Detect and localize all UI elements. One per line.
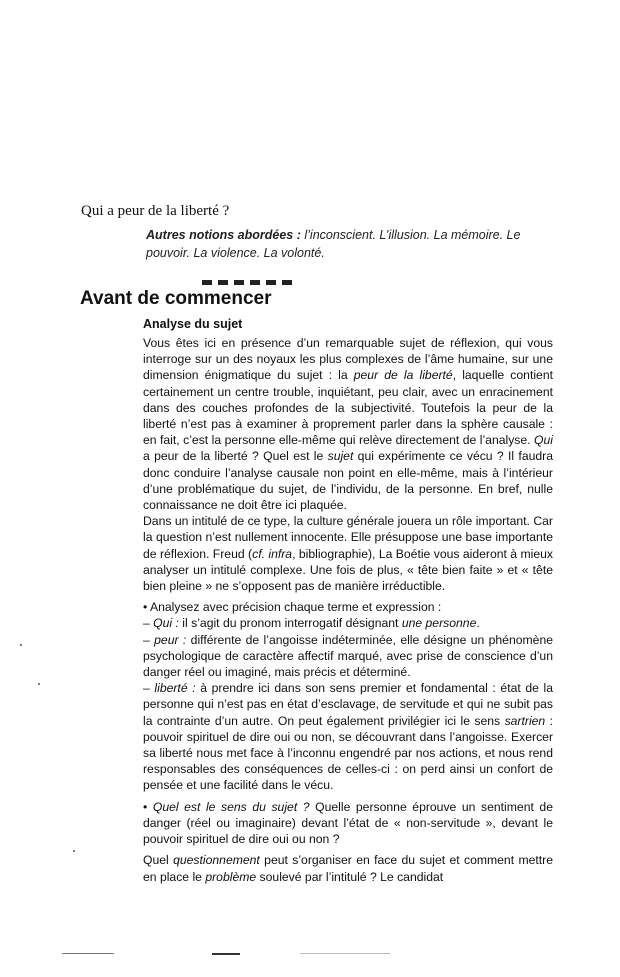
ornament-block — [202, 280, 212, 285]
ornament-block — [266, 280, 276, 285]
subject-title: Qui a peur de la liberté ? — [81, 203, 230, 219]
paragraph-terms-intro: • Analysez avec précision chaque terme et expression : — [143, 600, 442, 615]
term-peur: – peur : différente de l’angoisse indéterminée, elle désigne un phénomène psychologique de caractère affectif marqué, avec prise de conscience d’un danger réel ou imaginé, mais précis et déterminé. — [143, 632, 554, 680]
section-title: Avant de commencer — [80, 288, 272, 309]
notions-label: Autres notions abordées : — [146, 228, 301, 242]
scan-speck — [73, 850, 75, 852]
footer-rule — [62, 953, 114, 954]
ornament-block — [282, 280, 292, 285]
ornament-block — [234, 280, 244, 285]
term-liberte: – liberté : à prendre ici dans son sens premier et fondamental : état de la personne qui n’est pas en état d’esclavage, de servitude et qui ne subit pas la contrainte d’un autre. On peut également privilégier ici le sens sartrien : pouvoir spirituel de dire oui ou non, se découvrant dans l’angoisse. Exercer sa liberté nous met face à l’inconnu engendré par nos actions, et nous rend responsables des conséquences de celles-ci : on perd ainsi un confort de pensée et une facilité dans le vécu. — [143, 681, 554, 793]
analysis-column — [143, 316, 553, 885]
footer-rule — [300, 953, 390, 954]
paragraph-culture: Dans un intitulé de ce type, la culture générale jouera un rôle important. Car la question n’est nullement innocente. Elle présuppose une base importante de réflexion. Freud (cf. infra, bibliographie), La Boétie vous aideront à mieux analyser un intitulé complexe. Une fois de plus, « tête bien faite » et « tête bien pleine » ne s’opposent pas de manière irréductible. — [143, 514, 553, 594]
analysis-heading: Analyse du sujet — [143, 317, 243, 331]
ornament-block — [250, 280, 260, 285]
ornament-block — [218, 280, 228, 285]
scan-speck — [38, 683, 40, 685]
term-qui: – Qui : il s’agit du pronom interrogatif désignant une personne. — [143, 616, 480, 631]
notions-text: l’inconscient. L’illusion. La mémoire. Le pouvoir. La violence. La volonté. — [146, 228, 521, 260]
ornament-divider — [202, 280, 292, 285]
related-notions — [146, 226, 558, 262]
scan-speck — [20, 644, 22, 646]
footer-rule — [212, 953, 240, 955]
paragraph-sens: • Quel est le sens du sujet ? Quelle personne éprouve un sentiment de danger (réel ou imaginaire) devant l’état de « non-servitude », devant le pouvoir spirituel de dire oui ou non ? — [143, 799, 553, 847]
paragraph-intro: Vous êtes ici en présence d’un remarquable sujet de réflexion, qui vous interroge sur un des noyaux les plus complexes de l’âme humaine, sur une dimension énigmatique du sujet : la peur de la liberté, laquelle contient certainement un centre trouble, inquiétant, peu clair, avec un enracinement dans des couches profondes de la subjectivité. Toutefois la peur de la liberté n’est pas à examiner à proprement parler dans la sphère causale : en fait, c’est la personne elle-même qui relève directement de l’analyse. Qui a peur de la liberté ? Quel est le sujet qui expérimente ce vécu ? Il faudra donc conduire l’analyse causale non point en elle-même, mais à l’intérieur d’une problématique du sujet, de l’individu, de la personne. En bref, nulle connaissance ne doit être ici plaquée. — [143, 336, 553, 513]
paragraph-questionnement: Quel questionnement peut s’organiser en face du sujet et comment mettre en place le problème soulevé par l’intitulé ? Le candidat — [143, 853, 553, 884]
